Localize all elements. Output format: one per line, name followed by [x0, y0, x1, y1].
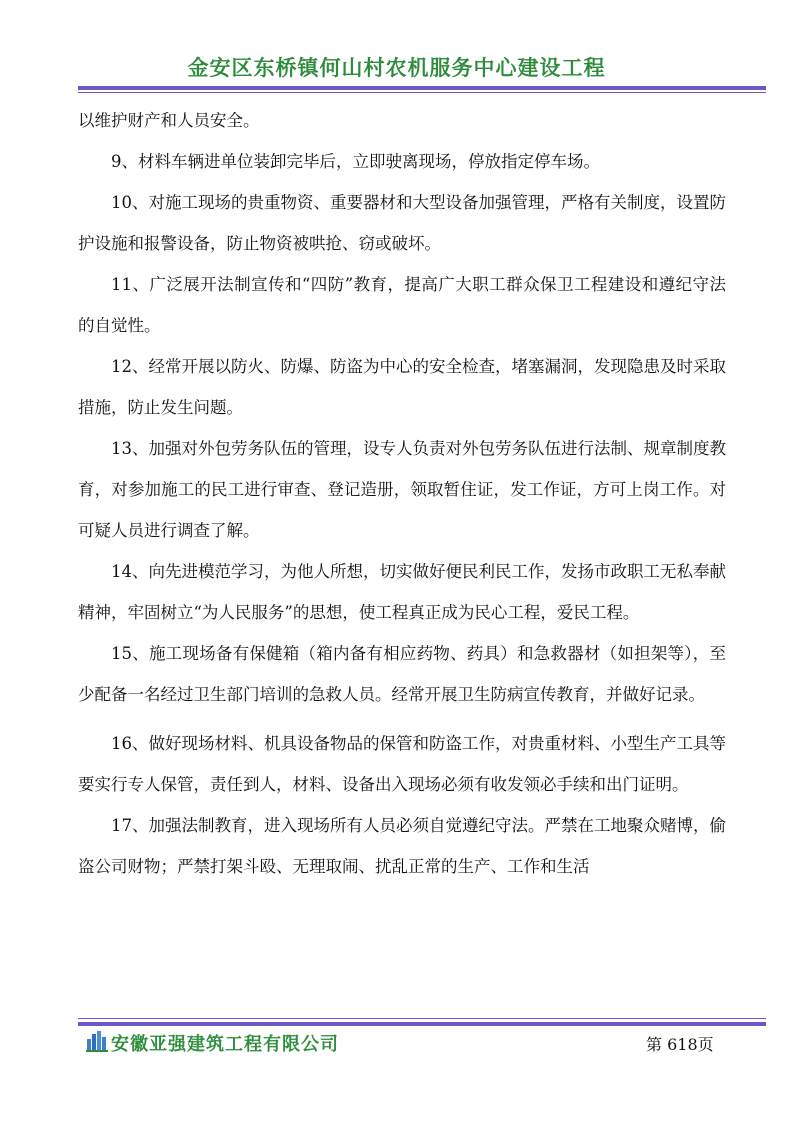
paragraph-item-12: 12、经常开展以防火、防爆、防盗为中心的安全检查，堵塞漏洞，发现隐患及时采取措施，防止发生问题。 — [78, 357, 726, 417]
footer-rule-thick — [78, 1022, 766, 1026]
paragraph-item-16: 16、做好现场材料、机具设备物品的保管和防盗工作，对贵重材料、小型生产工具等要实行专人保管，责任到人，材料、设备出入现场必须有收发领必手续和出门证明。 — [78, 734, 726, 794]
footer-company-name: 安徽亚强建筑工程有限公司 — [111, 1034, 339, 1055]
footer-rule-thin — [78, 1018, 766, 1019]
paragraph-item-9: 9、材料车辆进单位装卸完毕后，立即驶离现场，停放指定停车场。 — [111, 152, 600, 171]
paragraph-item-14: 14、向先进模范学习，为他人所想，切实做好便民利民工作，发扬市政职工无私奉献精神，牢固树立“为人民服务”的思想，使工程真正成为民心工程，爱民工程。 — [78, 562, 726, 622]
paragraph-item-10: 10、对施工现场的贵重物资、重要器材和大型设备加强管理，严格有关制度，设置防护设施和报警设备，防止物资被哄抢、窃或破坏。 — [78, 193, 726, 253]
header-rule-thick — [78, 86, 766, 90]
page-number: 第 618页 — [646, 1035, 714, 1054]
document-body — [78, 100, 726, 887]
paragraph-item-13: 13、加强对外包劳务队伍的管理，设专人负责对外包劳务队伍进行法制、规章制度教育，对参加施工的民工进行审查、登记造册，领取暂住证，发工作证，方可上岗工作。对可疑人员进行调查了解。 — [78, 439, 726, 540]
paragraph-item-15: 15、施工现场备有保健箱（箱内备有相应药物、药具）和急救器材（如担架等），至少配备一名经过卫生部门培训的急救人员。经常开展卫生防病宣传教育，并做好记录。 — [78, 644, 726, 704]
building-logo-icon — [86, 1030, 108, 1052]
paragraph-gap — [78, 715, 726, 723]
paragraph-item-17: 17、加强法制教育，进入现场所有人员必须自觉遵纪守法。严禁在工地聚众赌博，偷盗公司财物；严禁打架斗殴、无理取闹、扰乱正常的生产、工作和生活 — [78, 816, 726, 876]
header-rule-thin — [78, 92, 766, 93]
header-title: 金安区东桥镇何山村农机服务中心建设工程 — [187, 56, 606, 80]
paragraph-continuation: 以维护财产和人员安全。 — [78, 111, 260, 130]
paragraph-item-11: 11、广泛展开法制宣传和“四防”教育，提高广大职工群众保卫工程建设和遵纪守法的自觉性。 — [78, 275, 726, 335]
